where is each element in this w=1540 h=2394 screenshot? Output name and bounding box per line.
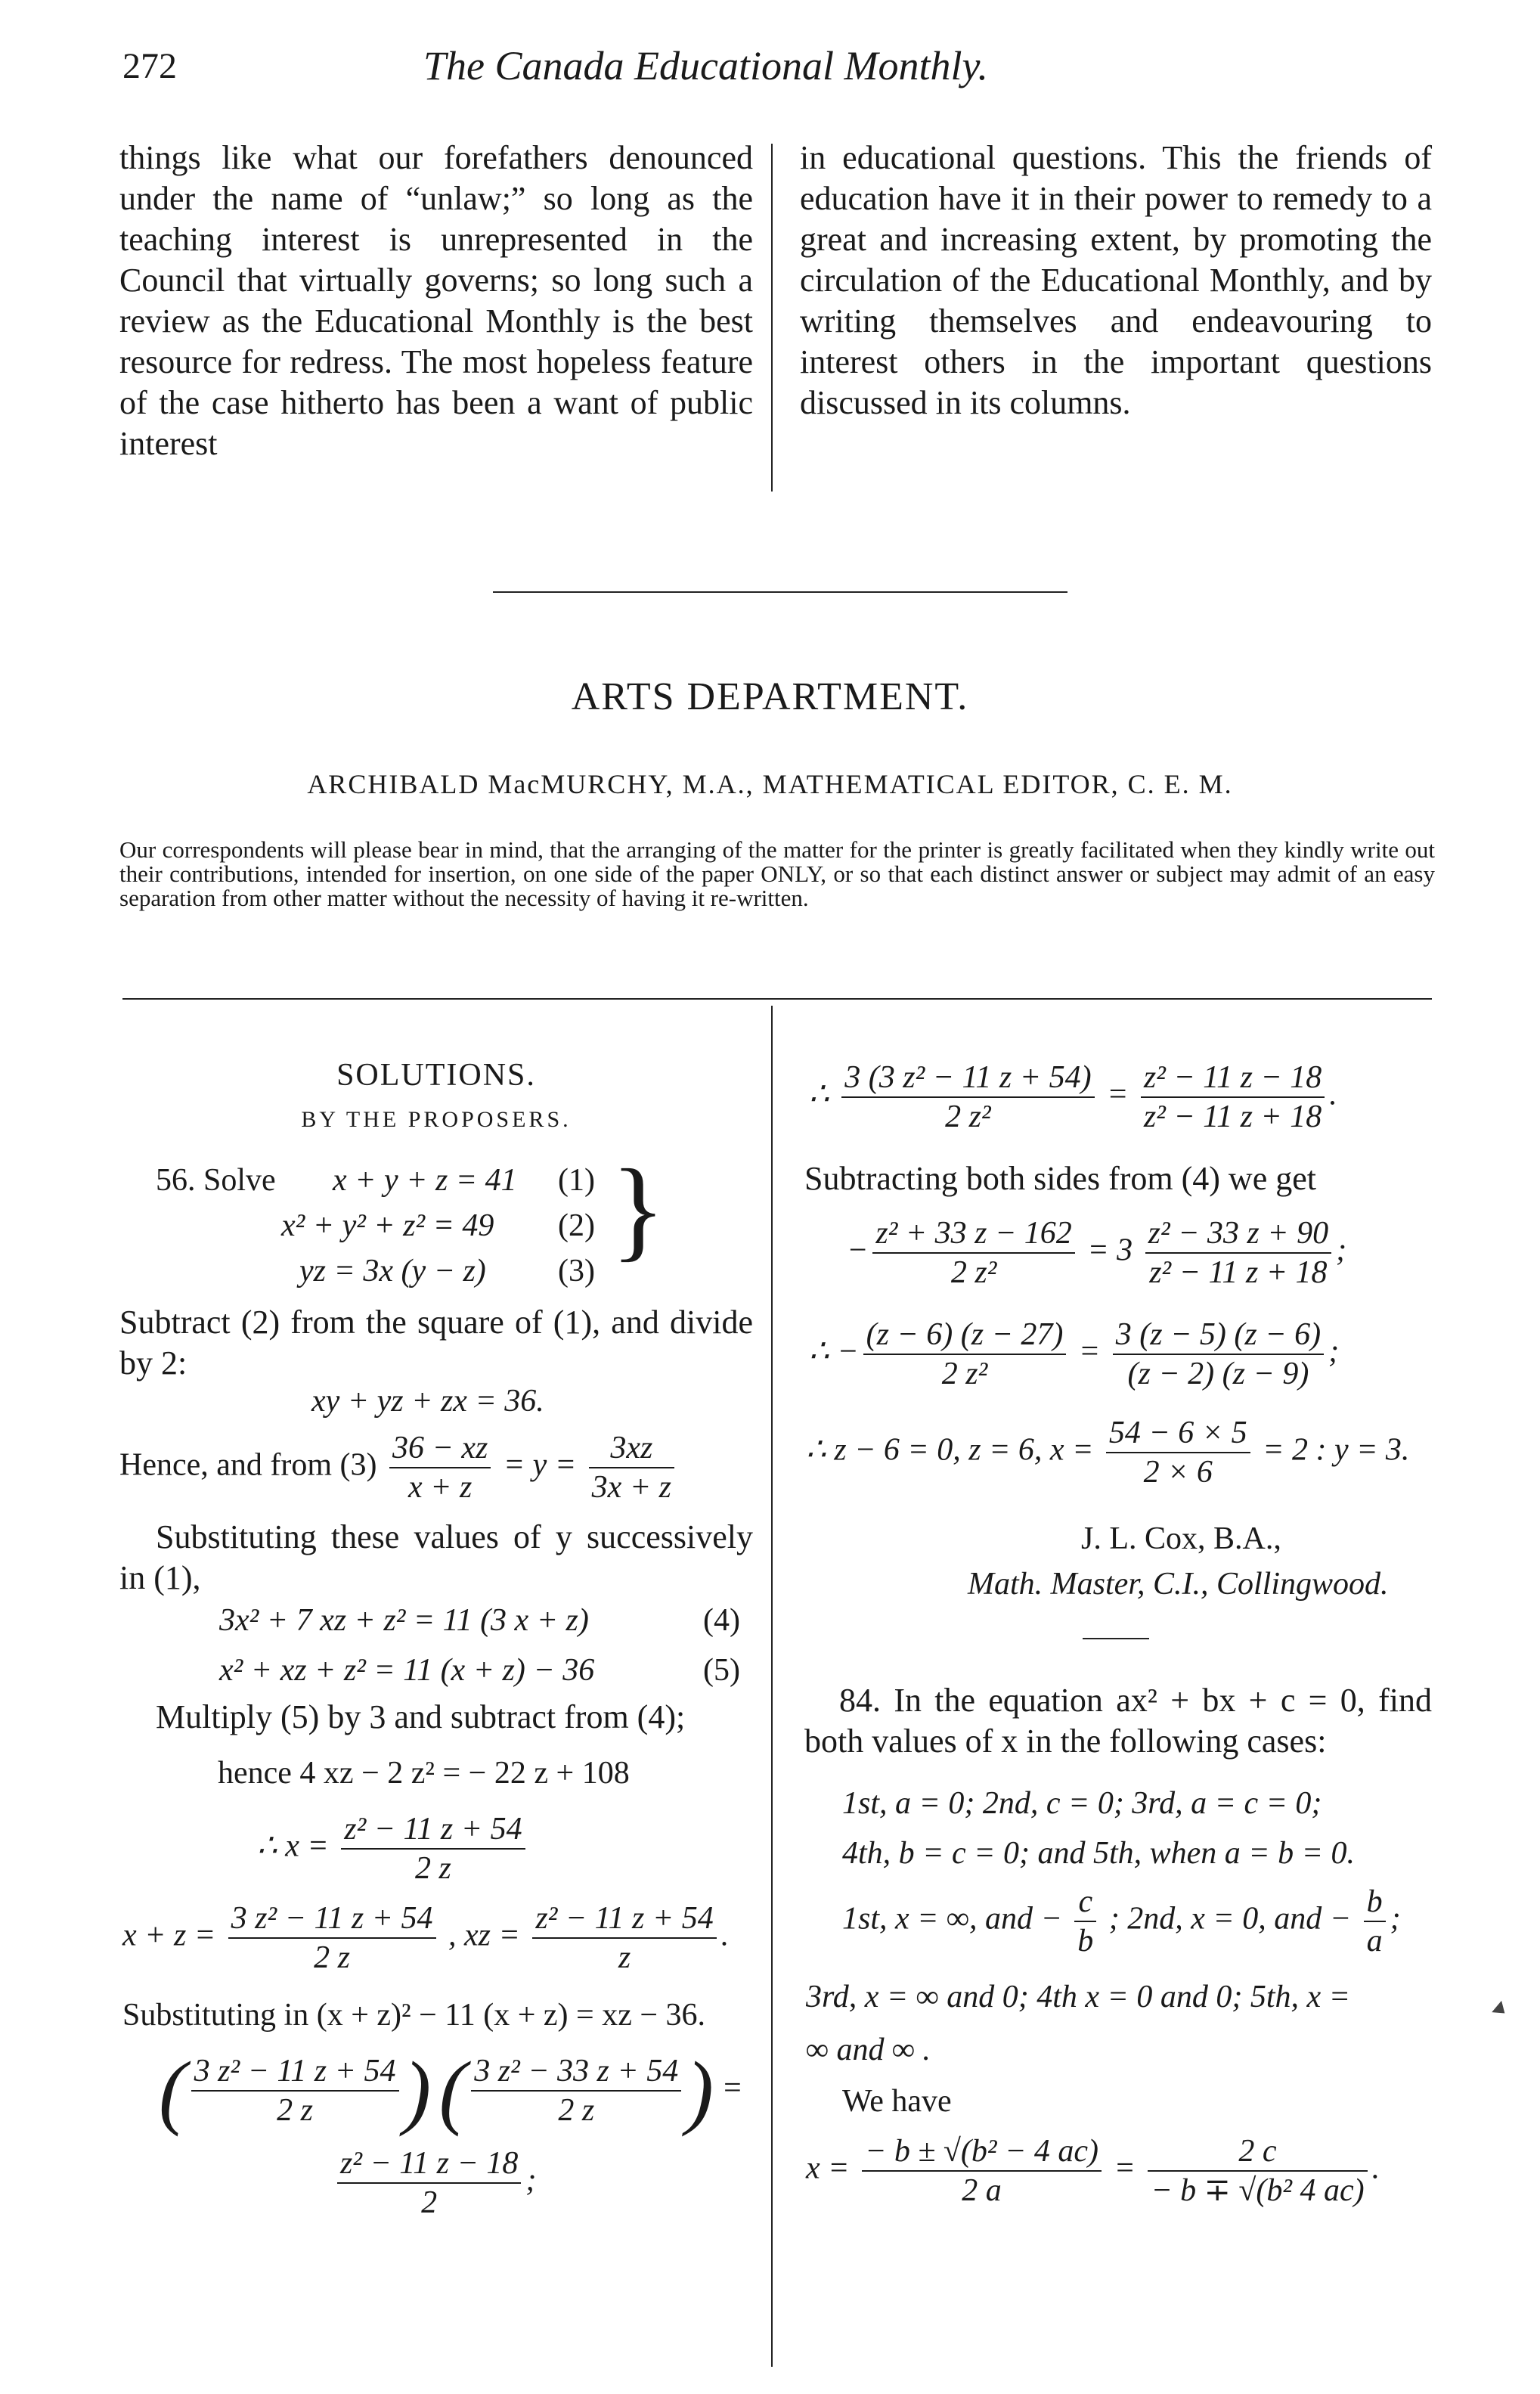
- denominator: b: [1077, 1924, 1094, 1958]
- column-divider-top: [771, 144, 773, 492]
- hence-fraction-1: [389, 1429, 491, 1506]
- answers-line-3: ∞ and ∞ .: [806, 2033, 931, 2067]
- cases-line-1: 1st, a = 0; 2nd, c = 0; 3rd, a = c = 0;: [842, 1786, 1322, 1821]
- paren-open-icon: (: [438, 2045, 467, 2137]
- hence-line: [119, 1429, 679, 1506]
- hence-label: Hence, and from (3): [119, 1447, 377, 1483]
- xz-lhs: x + z =: [122, 1918, 216, 1953]
- hence-equation: hence 4 xz − 2 z² = − 22 z + 108: [218, 1756, 630, 1791]
- paren-open-icon: (: [159, 2045, 187, 2137]
- intro-left-column: things like what our forefathers denounced under the name of “unlaw;” so long as the teaching interest is unrepresented in the Council that virtually governs; so long such a review as the Educational Monthly is the best resource for redress. The most hopeless feature of the case hitherto has been a want of public interest: [119, 139, 753, 462]
- numerator: z² − 11 z − 18: [337, 2144, 521, 2184]
- equation-4: 3x² + 7 xz + z² = 11 (3 x + z): [219, 1603, 589, 1638]
- system-brace: }: [611, 1146, 665, 1272]
- right-fraction-2: [872, 1214, 1074, 1292]
- formula-fraction-2: [1148, 2132, 1367, 2209]
- numerator: z² − 33 z + 90: [1145, 1214, 1331, 1254]
- numerator: b: [1364, 1883, 1386, 1922]
- x-lhs: ∴ x =: [257, 1828, 329, 1864]
- right-equation-1: ∴ $\frac{\text{3 (3 z² − 11 z + 54)}}{\text{2 z²}}$ = $\frac{\text{z² − 11 z − 18}}{\text{z² − 11 z + 18}}$ .: [809, 1060, 1337, 1134]
- answers-line-1: [842, 1883, 1401, 1960]
- denominator: 2: [421, 2185, 438, 2220]
- denominator: 2 z: [558, 2093, 595, 2128]
- numerator: 3 z² − 11 z + 54: [191, 2052, 399, 2092]
- product-fraction-2: [471, 2052, 681, 2129]
- numerator: 54 − 6 × 5: [1106, 1414, 1250, 1453]
- hence-fraction-2: [589, 1429, 674, 1506]
- xz-equation: x + z = $\frac{\text{3 z² − 11 z + 54}}{2 z}$ , xz = $\frac{\text{z² − 11 z + 54}}{z}$ .: [122, 1901, 730, 1975]
- multiply-text: Multiply (5) by 3 and subtract from (4);: [156, 1698, 686, 1735]
- numerator: 3 (z − 5) (z − 6): [1113, 1316, 1324, 1355]
- author-title: Math. Master, C.I., Collingwood.: [968, 1567, 1389, 1602]
- numerator: 3xz: [589, 1429, 674, 1468]
- right-fraction-3b: [1113, 1316, 1324, 1393]
- product-rhs-fraction: [337, 2144, 521, 2222]
- column-divider-bottom: [771, 1006, 773, 2367]
- denominator: 2 × 6: [1143, 1455, 1213, 1490]
- section-title: ARTS DEPARTMENT.: [571, 675, 969, 718]
- author-name: J. L. Cox, B.A.,: [1081, 1521, 1281, 1556]
- xx-lhs: , xz =: [448, 1918, 520, 1953]
- equation-1: x + y + z = 41: [333, 1163, 517, 1198]
- numerator: 36 − xz: [389, 1429, 491, 1468]
- denominator: 2 z²: [945, 1099, 991, 1134]
- denominator: 2 z: [277, 2093, 313, 2128]
- problem-84-text: 84. In the equation ax² + bx + c = 0, find both values of x in the following cases:: [804, 1682, 1432, 1760]
- product-fraction-1: [191, 2052, 399, 2129]
- substituting-text: Substituting these values of y successively in (1),: [119, 1518, 753, 1596]
- answers-line-2: 3rd, x = ∞ and 0; 4th x = 0 and 0; 5th, x =: [806, 1980, 1350, 2014]
- running-title: The Canada Educational Monthly.: [423, 43, 988, 88]
- result-1: xy + yz + zx = 36.: [311, 1384, 544, 1419]
- denominator: 3x + z: [591, 1470, 671, 1505]
- solutions-heading: SOLUTIONS.: [336, 1058, 536, 1093]
- denominator: 2 z: [314, 1940, 351, 1975]
- subtracting-text: Subtracting both sides from (4) we get: [804, 1160, 1316, 1197]
- denominator: 2 z²: [941, 1357, 988, 1391]
- solutions-subheading: BY THE PROPOSERS.: [301, 1107, 572, 1132]
- numerator: 3 z² − 11 z + 54: [228, 1899, 436, 1939]
- section-divider: [493, 591, 1067, 593]
- ans1-fraction-2: [1364, 1883, 1386, 1960]
- editor-line: ARCHIBALD MacMURCHY, M.A., MATHEMATICAL EDITOR, C. E. M.: [307, 769, 1233, 799]
- right-equation-2: − $\frac{\text{z² + 33 z − 162}}{\text{2 z²}}$ = 3 $\frac{\text{z² − 33 z + 90}}{\text{z² − 11 z + 18}}$ ;: [847, 1216, 1347, 1290]
- quadratic-formula: x = $\frac{\text{− b ± √(b² − 4 ac)}}{2 a}$ = $\frac{2 c}{\text{− b ∓ √(b² 4 ac)}}$ .: [806, 2134, 1380, 2208]
- x-equation: [257, 1810, 530, 1887]
- cursor-arrow-icon: [1492, 2001, 1510, 2019]
- numerator: z² − 11 z + 54: [532, 1899, 716, 1939]
- formula-fraction-1: [862, 2132, 1102, 2209]
- denominator: − b ∓ √(b² 4 ac): [1151, 2173, 1365, 2208]
- coefficient: 3: [1117, 1233, 1133, 1268]
- short-divider: [1083, 1638, 1149, 1639]
- product-rhs: $\frac{\text{z² − 11 z − 18}}{2}$ ;: [333, 2144, 536, 2222]
- numerator: 3 (3 z² − 11 z + 54): [841, 1059, 1094, 1098]
- final-rhs: = 2 : y = 3.: [1263, 1432, 1410, 1468]
- product-equation: [159, 2045, 743, 2137]
- denominator: x + z: [408, 1470, 473, 1505]
- numerator: z² − 11 z + 54: [341, 1810, 525, 1850]
- equation-5-tag: (5): [703, 1653, 740, 1688]
- notice-divider: [122, 998, 1432, 1000]
- x-fraction: [341, 1810, 525, 1887]
- right-fraction-3: [863, 1316, 1067, 1393]
- ans1-end: ;: [1390, 1901, 1401, 1937]
- right-fraction-1b: [1141, 1059, 1325, 1136]
- numerator: − b ± √(b² − 4 ac): [862, 2132, 1102, 2172]
- xz-fraction: [228, 1899, 436, 1977]
- equation-3-tag: (3): [558, 1254, 595, 1288]
- step-1-text: Subtract (2) from the square of (1), and divide by 2:: [119, 1304, 753, 1382]
- final-fraction: [1106, 1414, 1250, 1491]
- equation-5: x² + xz + z² = 11 (x + z) − 36: [219, 1653, 595, 1688]
- paren-close-icon: ): [403, 2045, 432, 2137]
- equation-2-tag: (2): [558, 1208, 595, 1243]
- ans1-fraction-1: [1074, 1883, 1096, 1960]
- final-equation: [806, 1414, 1409, 1491]
- denominator: 2 a: [962, 2173, 1002, 2208]
- denominator: z² − 11 z + 18: [1143, 1099, 1322, 1134]
- numerator: 3 z² − 33 z + 54: [471, 2052, 681, 2092]
- numerator: (z − 6) (z − 27): [863, 1316, 1067, 1355]
- substituting-line: Substituting in (x + z)² − 11 (x + z) = xz − 36.: [122, 1998, 706, 2033]
- denominator: z: [618, 1940, 631, 1975]
- ans1-mid: ; 2nd, x = 0, and −: [1108, 1901, 1352, 1937]
- cases-line-2: 4th, b = c = 0; and 5th, when a = b = 0.: [842, 1836, 1355, 1871]
- denominator: z² − 11 z + 18: [1149, 1255, 1328, 1290]
- formula-lhs: x =: [806, 2151, 850, 2186]
- denominator: 2 z: [414, 1851, 451, 1886]
- therefore-icon: ∴: [809, 1077, 829, 1112]
- intro-right-column: in educational questions. This the friends of education have it in their power to remedy to a great and increasing extent, by promoting the circulation of the Educational Monthly, and by writing themselves and endeavouring to interest others in the important questions discussed in its columns.: [800, 139, 1432, 421]
- paren-close-icon: ): [686, 2045, 714, 2137]
- numerator: z² + 33 z − 162: [872, 1214, 1074, 1254]
- product-equals: =: [721, 2070, 743, 2106]
- equation-1-tag: (1): [558, 1163, 595, 1198]
- we-have-text: We have: [842, 2084, 952, 2119]
- denominator: (z − 2) (z − 9): [1127, 1357, 1309, 1391]
- right-fraction-2b: [1145, 1214, 1331, 1292]
- ans1-pre: 1st, x = ∞, and −: [842, 1901, 1062, 1937]
- numerator: z² − 11 z − 18: [1141, 1059, 1325, 1098]
- hence-mid: = y =: [503, 1447, 577, 1483]
- right-equation-3: ∴ − $\frac{(z - 6) (z - 27)}{\text{2 z²}}$ = $\frac{3 (z - 5) (z - 6)}{(z - 2) (z - 9)}$ ;: [809, 1317, 1340, 1391]
- right-fraction-1: [841, 1059, 1094, 1136]
- equation-3: yz = 3x (y − z): [299, 1254, 486, 1288]
- problem-56-intro: 56. Solve: [156, 1163, 276, 1198]
- denominator: 2 z²: [950, 1255, 997, 1290]
- equation-2: x² + y² + z² = 49: [281, 1208, 494, 1243]
- denominator: a: [1366, 1924, 1383, 1958]
- notice-text: Our correspondents will please bear in mind, that the arranging of the matter for the printer is greatly facilitated when they kindly write out their contributions, intended for insertion, on one side of the paper ONLY, or so that each distinct answer or subject may admit of an easy separation from other matter without the necessity of having it re-written.: [119, 836, 1435, 911]
- equation-4-tag: (4): [703, 1603, 740, 1638]
- xx-fraction: [532, 1899, 716, 1977]
- page-number: 272: [122, 46, 177, 86]
- final-lhs: ∴ z − 6 = 0, z = 6, x =: [806, 1432, 1094, 1468]
- numerator: c: [1074, 1883, 1096, 1922]
- numerator: 2 c: [1148, 2132, 1367, 2172]
